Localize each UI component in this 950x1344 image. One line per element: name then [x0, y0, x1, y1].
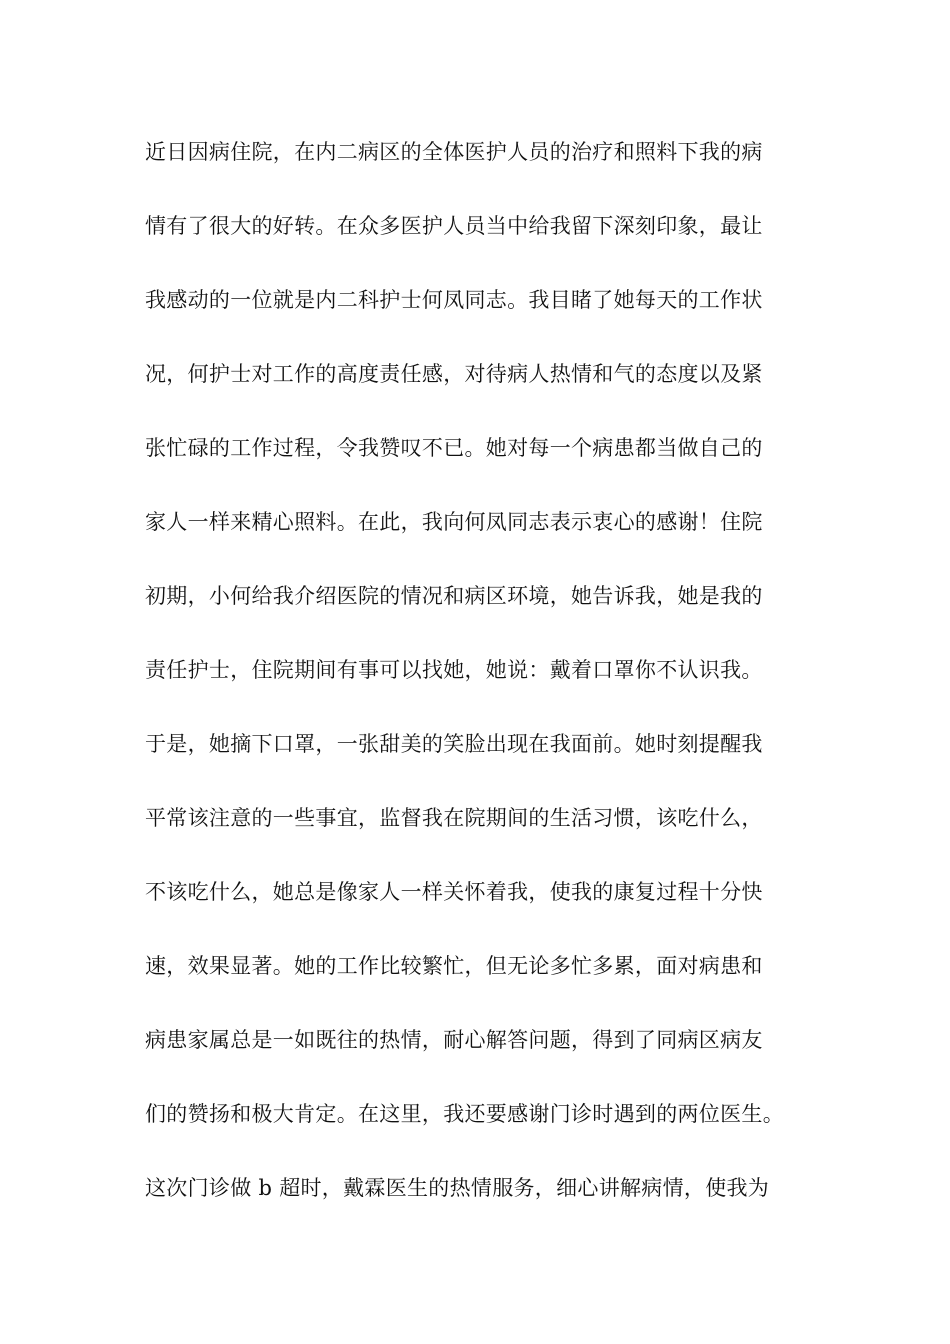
text-line: 们的赞扬和极大肯定。在这里，我还要感谢门诊时遇到的两位医生。 — [145, 1102, 784, 1126]
text-line: 责任护士，住院期间有事可以找她，她说：戴着口罩你不认识我。 — [145, 658, 763, 682]
text-line: 情有了很大的好转。在众多医护人员当中给我留下深刻印象，最让 — [145, 214, 763, 238]
text-line: 速，效果显著。她的工作比较繁忙，但无论多忙多累，面对病患和 — [145, 954, 763, 978]
text-line: 病患家属总是一如既往的热情，耐心解答问题，得到了同病区病友 — [145, 1028, 763, 1052]
text-line: 不该吃什么，她总是像家人一样关怀着我，使我的康复过程十分快 — [145, 880, 763, 904]
text-line: 这次门诊做 b 超时，戴霖医生的热情服务，细心讲解病情，使我为 — [145, 1176, 770, 1200]
letter-body — [145, 134, 835, 1244]
text-line: 于是，她摘下口罩，一张甜美的笑脸出现在我面前。她时刻提醒我 — [145, 732, 763, 756]
text-line: 况，何护士对工作的高度责任感，对待病人热情和气的态度以及紧 — [145, 362, 763, 386]
text-line: 我感动的一位就是内二科护士何凤同志。我目睹了她每天的工作状 — [145, 288, 763, 312]
text-line: 近日因病住院，在内二病区的全体医护人员的治疗和照料下我的病 — [145, 140, 763, 164]
text-line: 张忙碌的工作过程，令我赞叹不已。她对每一个病患都当做自己的 — [145, 436, 763, 460]
text-line: 初期，小何给我介绍医院的情况和病区环境，她告诉我，她是我的 — [145, 584, 763, 608]
text-line: 家人一样来精心照料。在此，我向何凤同志表示衷心的感谢！住院 — [145, 510, 763, 534]
text-line: 平常该注意的一些事宜，监督我在院期间的生活习惯，该吃什么， — [145, 806, 763, 830]
